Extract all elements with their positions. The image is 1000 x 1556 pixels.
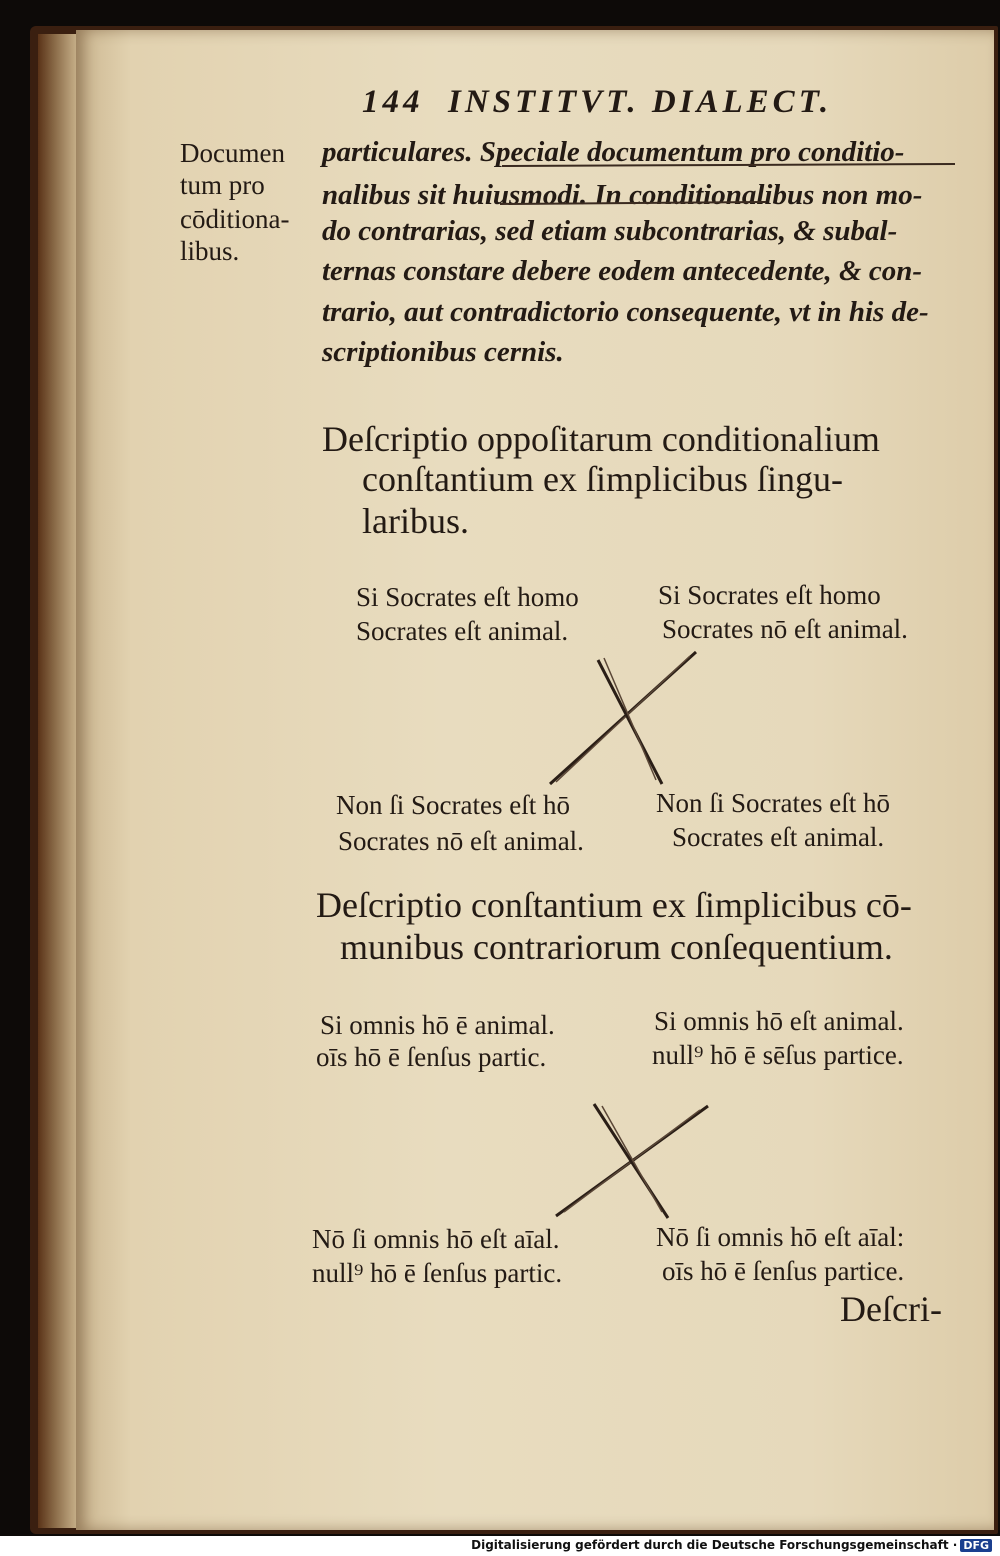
body-line: scriptionibus cernis. (322, 336, 564, 368)
running-header (362, 84, 832, 121)
proposition-bottom-right: Nō ſi omnis hō eſt aīal: (656, 1222, 905, 1252)
margin-note-line: tum pro (180, 170, 265, 200)
proposition-bottom-right: Non ſi Socrates eſt hō (656, 788, 890, 818)
footer-credit (471, 1538, 992, 1552)
proposition-top-right: Socrates nō eſt animal. (662, 614, 908, 644)
cross-diagram (550, 1100, 720, 1225)
ink-underline (500, 160, 970, 210)
proposition-bottom-right: oīs hō ē ſenſus partice. (662, 1256, 905, 1286)
section-heading: conſtantium ex ſimplicibus ſingu- (362, 459, 843, 499)
body-line: trario, aut contradictorio consequente, vt in his de- (322, 296, 929, 328)
proposition-top-right: Si omnis hō eſt animal. (654, 1006, 904, 1036)
section-heading: Deſcriptio oppoſitarum conditionalium (322, 419, 880, 459)
section-heading: munibus contrariorum conſequentium. (340, 927, 893, 967)
proposition-bottom-left: Non ſi Socrates eſt hō (336, 790, 570, 820)
running-title: INSTITVT. DIALECT. (448, 84, 833, 120)
margin-note-line: Documen (180, 138, 285, 168)
page-edge (38, 34, 80, 1528)
cross-diagram (540, 648, 710, 793)
body-line: particulares. Speciale documentum pro conditio- (322, 136, 905, 168)
catchword: Deſcri- (840, 1289, 942, 1329)
proposition-bottom-left: Nō ſi omnis hō eſt aīal. (312, 1224, 560, 1254)
proposition-top-right: Si Socrates eſt homo (658, 580, 881, 610)
dfg-logo-icon: DFG (960, 1539, 992, 1552)
proposition-top-left: Socrates eſt animal. (356, 616, 569, 646)
proposition-bottom-left: null⁹ hō ē ſenſus partic. (312, 1258, 563, 1288)
page-number: 144 (362, 84, 424, 120)
body-line: ternas constare debere eodem antecedente, & con- (322, 255, 923, 287)
proposition-top-right: null⁹ hō ē sēſus partice. (652, 1040, 904, 1070)
section-heading: Deſcriptio conſtantium ex ſimplicibus cō- (316, 885, 912, 925)
proposition-bottom-left: Socrates nō eſt animal. (338, 826, 584, 856)
proposition-top-left: oīs hō ē ſenſus partic. (316, 1042, 547, 1072)
proposition-bottom-right: Socrates eſt animal. (672, 822, 885, 852)
margin-note-line: cōditiona- (180, 204, 290, 234)
proposition-top-left: Si Socrates eſt homo (356, 582, 579, 612)
body-line: nalibus sit huiusmodi. In conditionalibus non mo- (322, 179, 923, 211)
footer-text: Digitalisierung gefördert durch die Deutsche Forschungsgemeinschaft · (471, 1538, 958, 1552)
margin-note-line: libus. (180, 236, 240, 266)
body-line: do contrarias, sed etiam subcontrarias, & subal- (322, 215, 898, 247)
section-heading: laribus. (362, 501, 469, 541)
proposition-top-left: Si omnis hō ē animal. (320, 1010, 555, 1040)
